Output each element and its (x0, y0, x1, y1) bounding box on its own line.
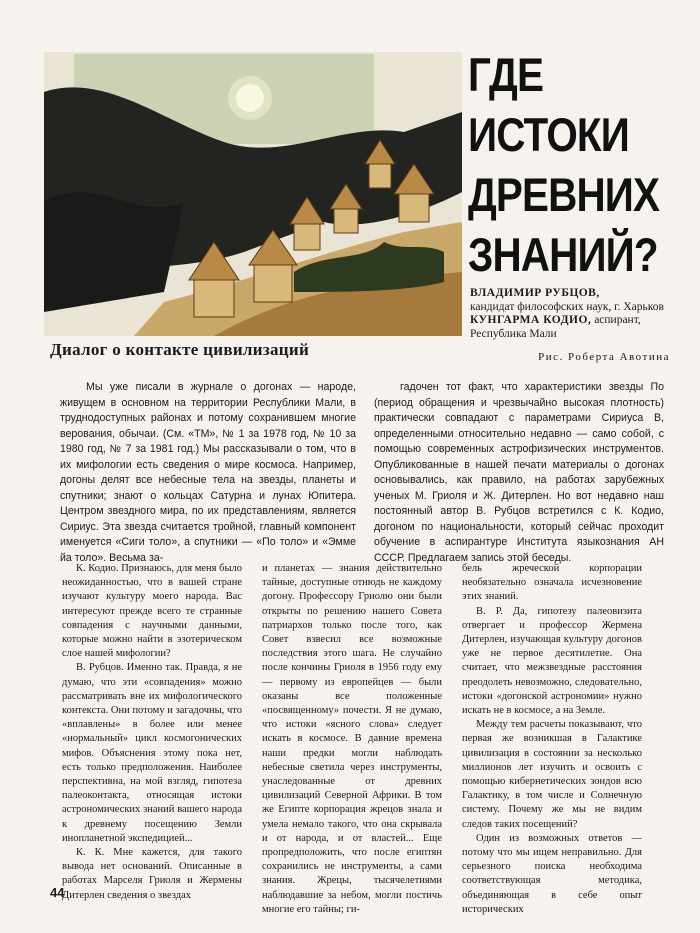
author-credits (470, 287, 670, 365)
body-column-2 (262, 562, 442, 917)
body-paragraph: К. К. Мне кажется, для такого вывода нет оснований. Описанные в работах Марселя Гриоля и Жермены Дитерлен сведения о звездах (62, 847, 242, 901)
body-paragraph: К. Кодио. Признаюсь, для меня было неожиданностью, что в вашей стране изучают культуру моего народа. Вас интересуют прежде всего те странные совпадения с научными данными, которые можно найти в эзотерическом слое нашей мифологии? (62, 563, 242, 660)
body-paragraph: В. Рубцов. Именно так. Правда, я не думаю, что эти «совпадения» можно рассматривать вне их мифологического контекста. Они потому и загадочны, что «вплавлены» в более или менее «нормальный» цикл космогонических мифов. Объяснения этому пока нет, есть только предположения. Наиболее перспективна, на мой взгляд, гипотеза палеоконтакта, относящая истоки астрономических знаний вашего народа к древнему посещению Земли инопланетной экспедицией... (62, 662, 242, 844)
headline-line: ДРЕВНИХ (468, 168, 660, 221)
body-paragraph: бель жреческой корпорации необязательно означала исчезновение этих знаний. (462, 563, 642, 603)
headline-line: ИСТОКИ (468, 108, 629, 161)
body-paragraph: В. Р. Да, гипотезу палеовизита отвергает и профессор Жермена Дитерлен, изучающая культуру догонов уже не первое десятилетие. Она считает, что межзвездные расстояния преодолеть невозможно, следовательно, истоки «догонской астрономии» нужно искать не в космосе, а на Земле. (462, 605, 642, 717)
author-role: кандидат философских наук, г. Харьков (470, 300, 664, 313)
body-paragraph: и планетах — знания действительно тайные, доступные отнюдь не каждому догону. Профессору Гриолю они были открыты по решению нашего Совета патриархов только после того, как Совет взвесил все возможные последствия этого шага. Не случайно после кончины Гриоля в 1956 году ему — первому из европейцев — были оказаны все положенные «посвященному» почести. Я не думаю, что истоки «ясного слова» следует искать в космосе. В давние времена наши предки могли наблюдать небесные светила через инструменты, унаследованные от древних цивилизаций Северной Африки. В том же Египте корпорация жрецов знала и умела немало такого, что она скрывала и от народа, и от властей... Еще пропредположить, что после египтян сохранились не инструменты, а сами знания. Жрецы, тысячелетиями наблюдавшие за небом, могли постичь многие его тайны; ги- (262, 563, 442, 915)
headline-line: ЗНАНИЙ? (468, 228, 658, 281)
body-paragraph: Один из возможных ответов — потому что мы ищем неправильно. Для серьезного поиска необходима соответствующая методика, объединяющая в себе опыт исторических (462, 832, 642, 915)
intro-paragraph-right: гадочен тот факт, что характеристики звезды По (период обращения и чрезвычайно высокая плотность) практически совпадают с параметрами Сириуса В, определенными относительно недавно — само собой, с помощью современных астрофизических инструментов. Опубликованные в нашей печати материалы о догонах основывались, как правило, на работах зарубежных ученых М. Гриоля и Ж. Дитерлен. Но вот недавно наш постоянный автор В. Рубцов встретился с К. Кодио, догоном по национальности, который сейчас проходит обучение в аспирантуре Института языкознания АН СССР. Предлагаем запись этой беседы. (374, 381, 664, 564)
body-column-3 (462, 562, 642, 917)
author-name: ВЛАДИМИР РУБЦОВ, (470, 287, 600, 299)
article-headline (468, 45, 668, 285)
intro-paragraph-left: Мы уже писали в журнале о догонах — народе, живущем в основном на территории Республики Мали, в труднодоступных районах и потому сохранившем многие верования, обычаи. (См. «ТМ», № 1 за 1978 год, № 10 за 1980 год, № 7 за 1981 год.) Мы рассказывали о том, что в их мифологии есть сведения о мире космоса. Например, догоны делят все небесные тела на звезды, планеты и спутники; знают о кольцах Сатурна и лунах Юпитера. Центром звездного мира, по их представлениям, является Сириус. Эта звезда считается тройной, главный компонент именуется «Сиги толо», а спутники — «По толо» и «Эмме йа толо». Весьма за- (60, 381, 356, 564)
body-paragraph: Между тем расчеты показывают, что первая же возникшая в Галактике цивилизация в состоянии за несколько миллионов лет изучить и освоить с помощью кибернетических зондов всю Галактику, в том числе и Солнечную систему. Почему же мы не видим следов таких посещений? (462, 719, 642, 830)
headline-line: ГДЕ (468, 48, 544, 101)
illustration-credit: Рис. Роберта Авотина (538, 351, 670, 363)
article-subtitle: Диалог о контакте цивилизаций (50, 340, 310, 359)
page-number: 44 (50, 885, 65, 900)
body-column-1 (62, 562, 242, 903)
village-night-illustration (44, 52, 462, 336)
author-role: аспирант, Республика Мали (470, 314, 641, 340)
author-name: КУНГАРМА КОДИО, (470, 314, 592, 326)
